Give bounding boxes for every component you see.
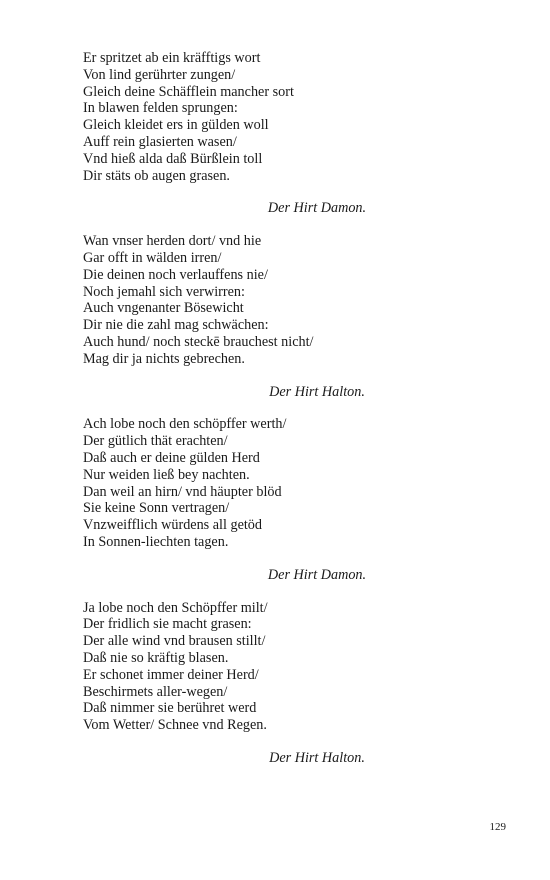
verse-line: Dan weil an hirn/ vnd häupter blöd [83, 483, 282, 500]
verse-line: Der gütlich thät erachten/ [83, 433, 228, 450]
verse-line: Vnzweifflich würdens all getöd [83, 517, 262, 534]
verse-line: Dir nie die zahl mag schwächen: [83, 317, 269, 334]
page-number: 129 [489, 821, 506, 833]
verse-line: Dir stäts ob augen grasen. [83, 167, 230, 184]
verse-line: Daß nimmer sie berühret werd [83, 700, 257, 717]
verse-line: Gleich kleidet ers in gülden woll [83, 117, 269, 134]
stanza-3 [83, 416, 463, 550]
verse-line: Daß nie so kräftig blasen. [83, 649, 229, 666]
verse-line: Von lind gerührter zungen/ [83, 66, 236, 83]
verse-line: Noch jemahl sich verwirren: [83, 283, 245, 300]
verse-line: Die deinen noch verlauffens nie/ [83, 266, 268, 283]
verse-line: Gar offt in wälden irren/ [83, 249, 222, 266]
verse-line: Nur weiden ließ bey nachten. [83, 466, 250, 483]
stanza-4 [83, 600, 463, 734]
speaker-heading: Der Hirt Damon. [267, 200, 367, 217]
verse-line: Beschirmets aller-wegen/ [83, 683, 228, 700]
speaker-heading: Der Hirt Damon. [267, 566, 367, 583]
verse-line: Der fridlich sie macht grasen: [83, 616, 252, 633]
verse-line: Vom Wetter/ Schnee vnd Regen. [83, 717, 267, 734]
verse-line: Der alle wind vnd brausen stillt/ [83, 633, 266, 650]
verse-line: Auch vngenanter Bösewicht [83, 300, 244, 317]
verse-line: Wan vnser herden dort/ vnd hie [83, 233, 262, 250]
poem-page [83, 50, 463, 783]
verse-line: Ja lobe noch den Schöpffer milt/ [83, 599, 268, 616]
verse-line: Auff rein glasierten wasen/ [83, 133, 237, 150]
stanza-1 [83, 50, 463, 184]
verse-line: Ach lobe noch den schöpffer werth/ [83, 416, 287, 433]
verse-line: Daß auch er deine gülden Herd [83, 449, 260, 466]
stanza-2 [83, 233, 463, 367]
verse-line: Er schonet immer deiner Herd/ [83, 666, 259, 683]
verse-line: Er spritzet ab ein kräfftigs wort [83, 50, 261, 66]
verse-line: In blawen felden sprungen: [83, 100, 238, 117]
verse-line: Mag dir ja nichts gebrechen. [83, 350, 245, 367]
speaker-heading: Der Hirt Halton. [269, 383, 365, 400]
speaker-heading: Der Hirt Halton. [269, 749, 365, 766]
verse-line: Vnd hieß alda daß Bürßlein toll [83, 150, 263, 167]
verse-line: Sie keine Sonn vertragen/ [83, 500, 230, 517]
verse-line: In Sonnen-liechten tagen. [83, 533, 229, 550]
verse-line: Auch hund/ noch steckē brauchest nicht/ [83, 333, 314, 350]
verse-line: Gleich deine Schäfflein mancher sort [83, 83, 294, 100]
